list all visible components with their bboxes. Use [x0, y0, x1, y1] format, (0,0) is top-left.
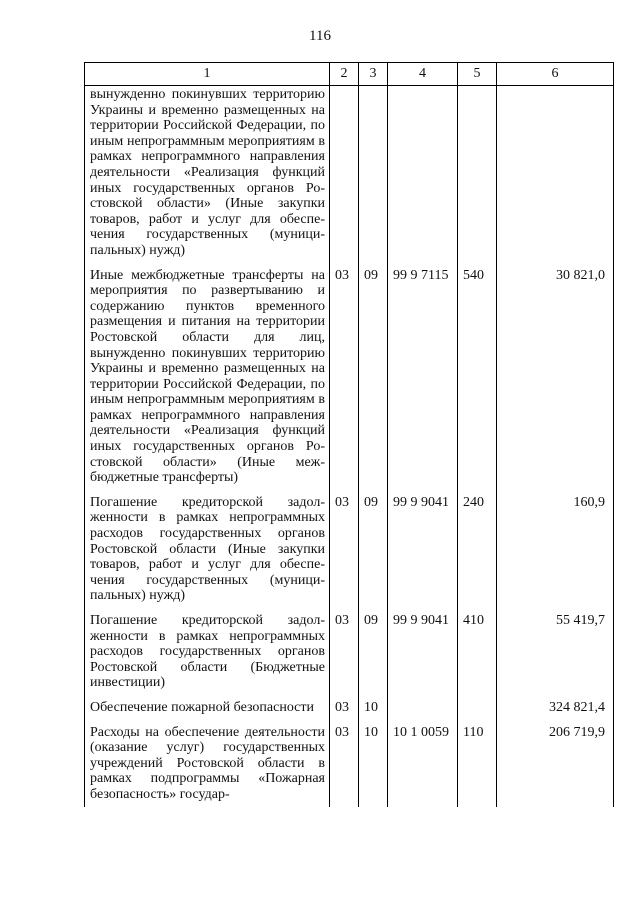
- page-number: 116: [309, 28, 331, 44]
- table-header-row: [85, 63, 614, 86]
- row-subsection: 09: [359, 490, 388, 608]
- row-name: Иные межбюджетные трансферты на мероприятия по развертыванию и содержанию пунктов временного размещения и питания на территории Ростовской области для лиц, вынужденно покинувших территорию Украины и временно размещенных на территории Российской Федерации, по иным непрограммным мероприятиям в рамках непрограммного направления деятельности «Реализация функций иных государственных органов Ростовской области» (Иные межбюджетные трансферты): [85, 263, 330, 490]
- column-header-6: 6: [497, 63, 614, 86]
- row-expense-type: 410: [458, 608, 497, 695]
- row-subsection: 10: [359, 695, 388, 720]
- row-section: 03: [330, 695, 359, 720]
- row-section: 03: [330, 263, 359, 490]
- row-expense-type: [458, 695, 497, 720]
- column-header-1: 1: [85, 63, 330, 86]
- row-subsection: 09: [359, 263, 388, 490]
- table-row: [85, 86, 614, 263]
- table-row: [85, 695, 614, 720]
- row-section: [330, 86, 359, 263]
- row-name: Погашение кредиторской задолженности в рамках непрограммных расходов государственных органов Ростовской области (Бюджетные инвестиции): [85, 608, 330, 695]
- row-amount: 55 419,7: [497, 608, 614, 695]
- row-expense-type: 240: [458, 490, 497, 608]
- row-subsection: 09: [359, 608, 388, 695]
- row-section: 03: [330, 490, 359, 608]
- column-header-4: 4: [388, 63, 458, 86]
- budget-table: [84, 62, 614, 807]
- table-row: [85, 263, 614, 490]
- row-subsection: [359, 86, 388, 263]
- table-row: [85, 608, 614, 695]
- row-target-article: 10 1 0059: [388, 720, 458, 807]
- column-header-2: 2: [330, 63, 359, 86]
- table-row: [85, 490, 614, 608]
- row-amount: [497, 86, 614, 263]
- row-expense-type: 540: [458, 263, 497, 490]
- column-header-3: 3: [359, 63, 388, 86]
- row-target-article: [388, 695, 458, 720]
- row-name: вынужденно покинувших территорию Украины и временно размещенных на территории Российской Федерации, по иным непрограммным мероприятиям в рамках непрограммного направления деятельности «Реализация функций иных государственных органов Ростовской области» (Иные закупки товаров, работ и услуг для обеспечения государственных (муниципальных) нужд): [85, 86, 330, 263]
- table-row: [85, 720, 614, 807]
- row-target-article: 99 9 9041: [388, 490, 458, 608]
- row-expense-type: [458, 86, 497, 263]
- row-name: Обеспечение пожарной безопасности: [85, 695, 330, 720]
- row-amount: 206 719,9: [497, 720, 614, 807]
- row-target-article: 99 9 9041: [388, 608, 458, 695]
- row-expense-type: 110: [458, 720, 497, 807]
- row-amount: 160,9: [497, 490, 614, 608]
- column-header-5: 5: [458, 63, 497, 86]
- row-amount: 30 821,0: [497, 263, 614, 490]
- row-target-article: 99 9 7115: [388, 263, 458, 490]
- row-section: 03: [330, 720, 359, 807]
- row-amount: 324 821,4: [497, 695, 614, 720]
- row-name: Расходы на обеспечение деятельности (оказание услуг) государственных учреждений Ростовской области в рамках подпрограммы «Пожарная безопасность» государ-: [85, 720, 330, 807]
- row-name: Погашение кредиторской задолженности в рамках непрограммных расходов государственных органов Ростовской области (Иные закупки товаров, работ и услуг для обеспечения государственных (муниципальных) нужд): [85, 490, 330, 608]
- row-target-article: [388, 86, 458, 263]
- row-subsection: 10: [359, 720, 388, 807]
- row-section: 03: [330, 608, 359, 695]
